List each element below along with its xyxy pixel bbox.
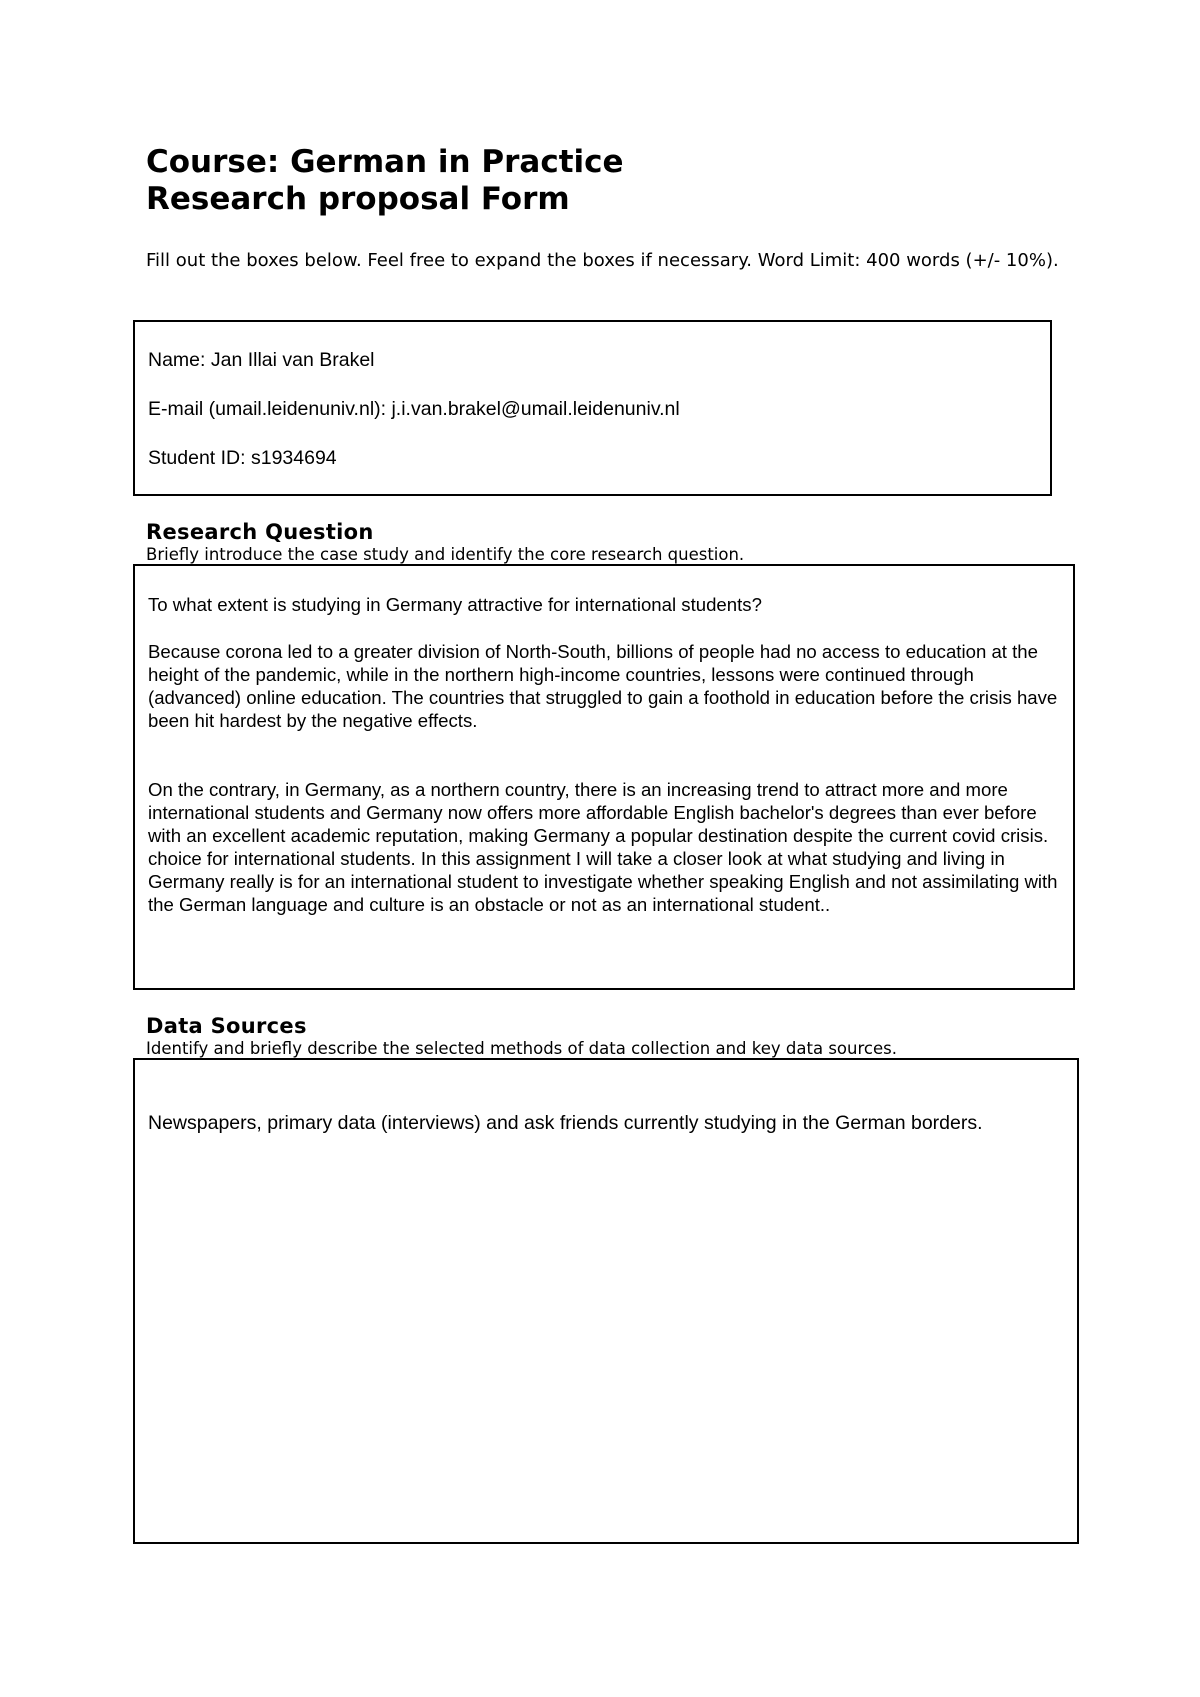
student-id: Student ID: s1934694: [148, 447, 337, 469]
research-question-paragraph: On the contrary, in Germany, as a northern country, there is an increasing trend to attract more and more international students and Germany now offers more affordable English bachelor's degrees than ever before with an excellent academic reputation, making Germany a popular destination despite the current covid crisis. choice for international students. In this assignment I will take a closer look at what studying and living in Germany really is for an international student to investigate whether speaking English and not assimilating with the German language and culture is an obstacle or not as an international student..: [148, 779, 1058, 915]
data-sources-answer: Newspapers, primary data (interviews) and ask friends currently studying in the German borders.: [148, 1112, 983, 1134]
research-question-text: To what extent is studying in Germany attractive for international students?: [148, 594, 762, 615]
research-question-paragraph: Because corona led to a greater division of North-South, billions of people had no access to education at the height of the pandemic, while in the northern high-income countries, lessons were continued through (advanced) online education. The countries that struggled to gain a foothold in education before the crisis have been hit hardest by the negative effects.: [148, 641, 1058, 731]
student-info-box: [133, 320, 1052, 496]
course-title: Course: German in Practice: [146, 144, 624, 180]
research-question-box: [133, 564, 1075, 990]
research-question-instruction: Briefly introduce the case study and identify the core research question.: [146, 545, 745, 564]
student-name: Name: Jan Illai van Brakel: [148, 349, 375, 371]
intro-instructions: Fill out the boxes below. Feel free to expand the boxes if necessary. Word Limit: 400 words (+/- 10%).: [146, 250, 1059, 271]
data-sources-box: [133, 1058, 1079, 1544]
data-sources-instruction: Identify and briefly describe the selected methods of data collection and key data sources.: [146, 1039, 897, 1058]
form-title: Research proposal Form: [146, 181, 570, 217]
research-question-heading: Research Question: [146, 520, 374, 544]
data-sources-heading: Data Sources: [146, 1014, 307, 1038]
page-title: [146, 144, 624, 218]
student-email: E-mail (umail.leidenuniv.nl): j.i.van.brakel@umail.leidenuniv.nl: [148, 398, 680, 420]
